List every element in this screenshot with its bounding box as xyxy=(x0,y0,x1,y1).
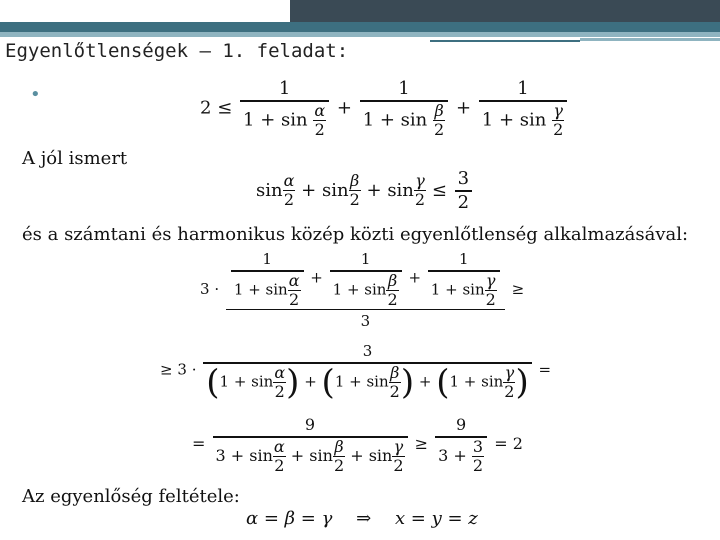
text-known: A jól ismert xyxy=(22,148,128,169)
equation-condition: α = β = γ ⇒ x = y = z xyxy=(246,508,478,529)
bullet: • xyxy=(30,84,41,105)
top-banner xyxy=(0,0,720,24)
slide-title: Egyenlőtlenségek – 1. feladat: xyxy=(5,40,349,62)
text-condition: Az egyenlőség feltétele: xyxy=(22,486,240,507)
title-underline-light xyxy=(580,38,720,41)
title-underline xyxy=(430,40,580,42)
equation-known: sin $\frac{\alpha}{2}$ + sin $\frac{\beta}{2}$ + sin $\frac{\gamma}{2}$ ≤ $\frac{3}{2}$ xyxy=(256,168,474,214)
banner-dark-band xyxy=(290,0,720,22)
equation-final: = 9 3 + sin $\frac{\alpha}{2}$ + sin $\frac{\beta}{2}$ + sin $\frac{\gamma}{2}$ ≥ 9 3 + $\frac{3}{2}$ = 2 xyxy=(192,415,523,475)
banner-teal-band xyxy=(0,22,720,32)
banner-light-band xyxy=(0,32,720,37)
equation-harmonic: ≥ 3 · 3 (1 + sin $\frac{\alpha}{2}$ ) + (1 + sin $\frac{\beta}{2}$ ) + (1 + sin $\frac{\gamma}{2}$ ) = xyxy=(160,342,552,403)
equation-main: 2 ≤ 1 1 + sin $\frac{\alpha}{2}$ + 1 1 + sin $\frac{\beta}{2}$ + 1 1 + sin $\frac{\gamma}{2}$ xyxy=(200,78,569,139)
text-mean: és a számtani és harmonikus közép közti egyenlőtlenség alkalmazásával: xyxy=(22,224,689,245)
equation-mean: 3 · 1 1 + sin $\frac{\alpha}{2}$ + 1 1 + sin $\frac{\beta}{2}$ + 1 1 + sin $\frac{\gamma}{2}$ 3 ≥ xyxy=(200,250,525,331)
